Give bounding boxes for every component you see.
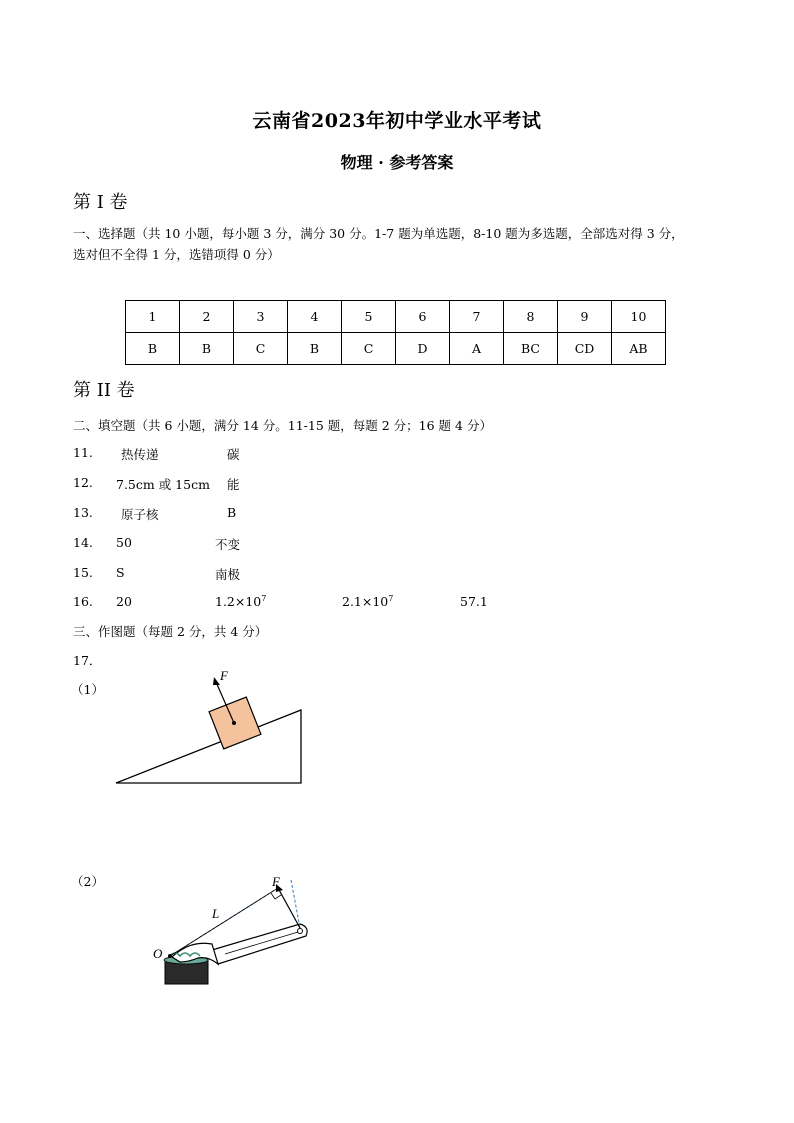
table-cell: C <box>234 333 288 365</box>
force-arrow-head <box>213 677 220 685</box>
page-subtitle: 物理 · 参考答案 <box>340 153 454 172</box>
answer-c-base: 2.1×10 <box>342 594 389 610</box>
table-cell: 9 <box>558 301 612 333</box>
table-cell: 8 <box>504 301 558 333</box>
wrench-handle <box>212 924 307 964</box>
question-number: 13. <box>73 505 93 520</box>
draw-section-heading: 三、作图题（每题 2 分，共 4 分） <box>73 624 268 639</box>
fill-answer-row <box>73 475 673 493</box>
table-cell: B <box>288 333 342 365</box>
table-cell: 7 <box>450 301 504 333</box>
incline-triangle <box>116 710 301 783</box>
question-number: 16. <box>73 594 93 609</box>
answer-a: S <box>116 565 125 580</box>
answer-c-exponent: 7 <box>388 594 394 603</box>
table-cell: C <box>342 333 396 365</box>
pivot-label: O <box>153 946 163 961</box>
question-number: 15. <box>73 565 93 580</box>
answer-b: 不变 <box>215 537 241 552</box>
table-cell: 1 <box>126 301 180 333</box>
question-number: 14. <box>73 535 93 550</box>
table-cell: BC <box>504 333 558 365</box>
force-arrow-line <box>278 888 300 928</box>
answer-a: 热传递 <box>121 447 159 462</box>
table-cell: CD <box>558 333 612 365</box>
answer-b-exponent: 7 <box>261 594 267 603</box>
part2-heading: 第 II 卷 <box>73 380 135 401</box>
incline-figure <box>110 660 310 790</box>
choice-section-text-1: 一、选择题（共 10 小题，每小题 3 分，满分 30 分。1-7 题为单选题，8-10 题为多选题，全部选对得 3 分， <box>73 226 684 241</box>
table-cell: 2 <box>180 301 234 333</box>
answer-a: 原子核 <box>121 507 159 522</box>
table-row-answers <box>126 333 666 365</box>
question-17-label: 17． <box>73 653 102 668</box>
choice-section-text-2: 选对但不全得 1 分，选错项得 0 分） <box>73 247 280 262</box>
answer-b-base: 1.2×10 <box>215 594 262 610</box>
pivot-dot <box>168 954 172 958</box>
fill-section-heading: 二、填空题（共 6 小题，满分 14 分。11-15 题，每题 2 分；16 题 4 分） <box>73 418 492 433</box>
answer-b <box>215 594 266 609</box>
table-row-numbers <box>126 301 666 333</box>
table-cell: A <box>450 333 504 365</box>
fill-answer-row <box>73 565 673 583</box>
answer-a: 50 <box>116 535 132 550</box>
sub-question-2-label: （2） <box>71 874 104 889</box>
table-cell: 5 <box>342 301 396 333</box>
answer-c <box>342 594 393 609</box>
table-cell: 10 <box>612 301 666 333</box>
lever-figure <box>150 872 320 992</box>
table-cell: 3 <box>234 301 288 333</box>
answer-d: 57.1 <box>460 594 488 609</box>
answer-b: 能 <box>227 477 240 492</box>
part1-heading: 第 I 卷 <box>73 192 128 213</box>
fill-answer-row <box>73 535 673 553</box>
table-cell: B <box>126 333 180 365</box>
answer-b: 南极 <box>215 567 241 582</box>
fill-answer-row <box>73 445 673 463</box>
answer-a: 20 <box>116 594 132 609</box>
question-number: 11. <box>73 445 93 460</box>
table-cell: D <box>396 333 450 365</box>
table-cell: 6 <box>396 301 450 333</box>
arm-label: L <box>212 906 220 921</box>
force-label: F <box>220 668 228 683</box>
right-angle-mark <box>271 893 281 899</box>
answer-b: B <box>227 505 237 520</box>
table-cell: 4 <box>288 301 342 333</box>
page-title: 云南省2023年初中学业水平考试 <box>252 110 542 132</box>
fill-answer-row-16 <box>73 594 673 612</box>
answer-table <box>125 300 666 365</box>
table-cell: AB <box>612 333 666 365</box>
sub-question-1-label: （1） <box>71 682 104 697</box>
fill-answer-row <box>73 505 673 523</box>
question-number: 12. <box>73 475 93 490</box>
answer-a: 7.5cm 或 15cm <box>116 477 210 492</box>
table-cell: B <box>180 333 234 365</box>
answer-b: 碳 <box>227 447 240 462</box>
force-label: F <box>272 874 280 889</box>
